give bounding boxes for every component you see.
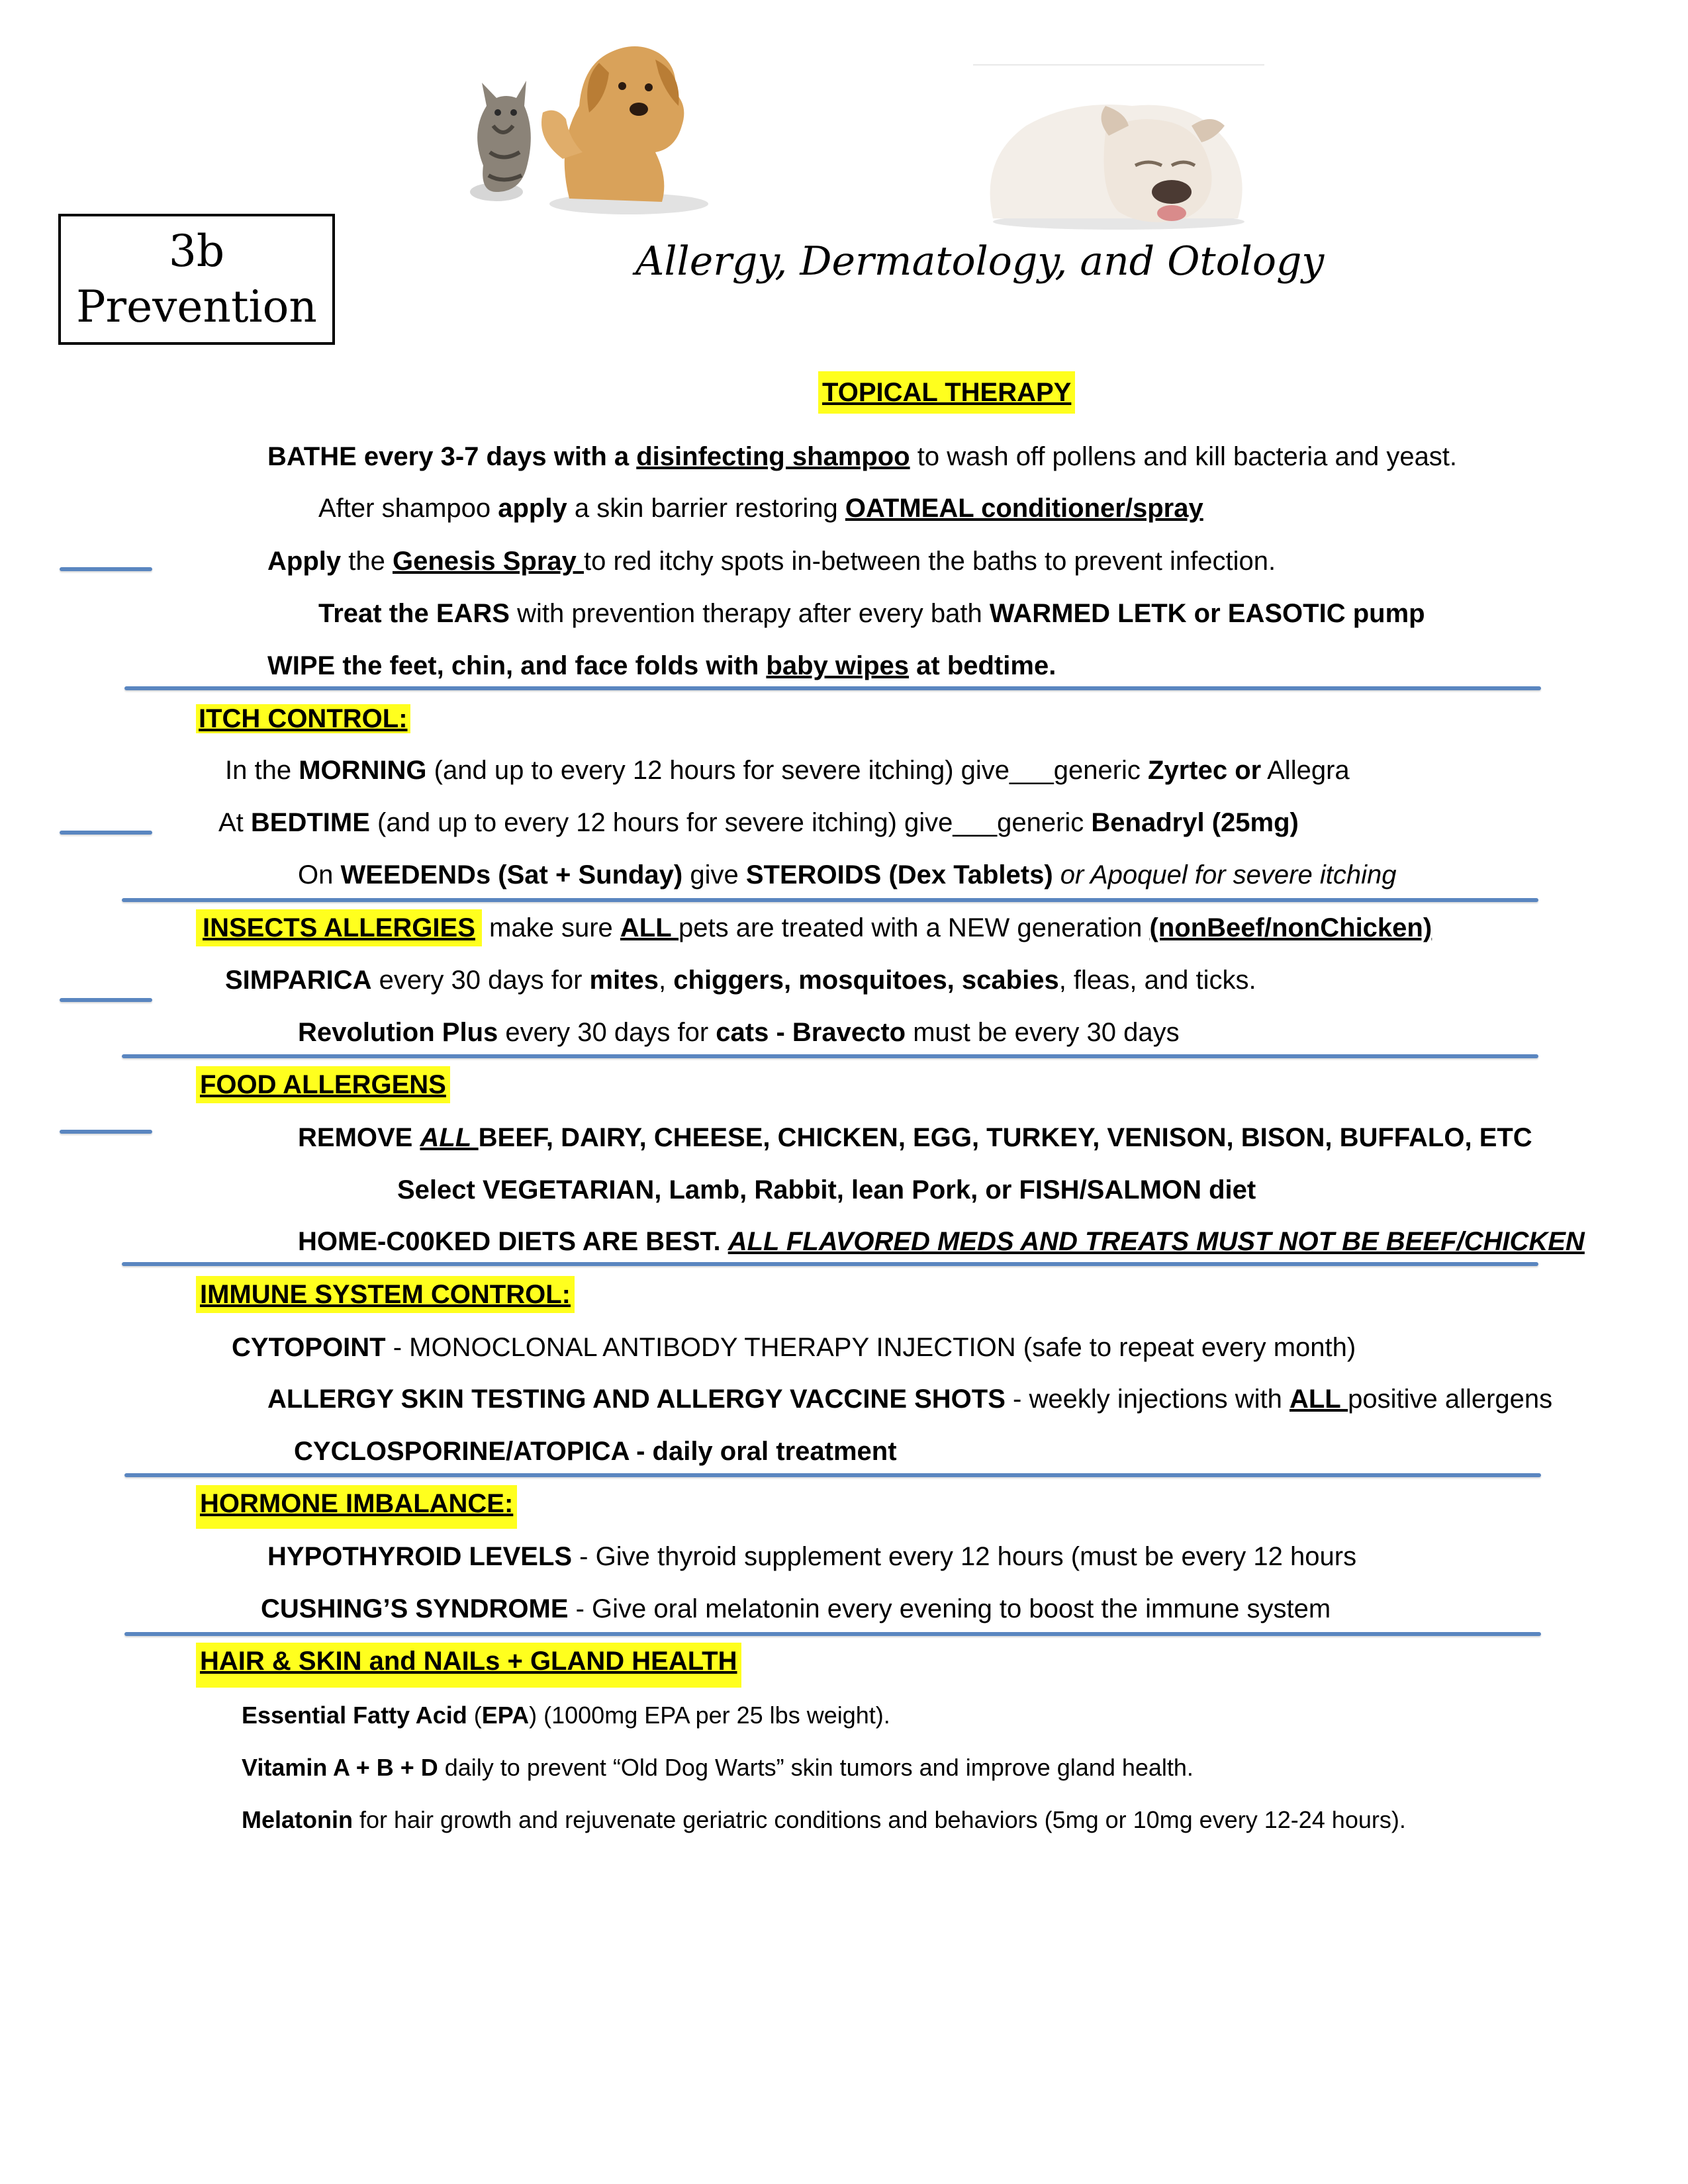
check-line	[60, 567, 152, 571]
heading-itch-control: ITCH CONTROL:	[196, 702, 410, 736]
line-vitamin: Vitamin A + B + D daily to prevent “Old Dog Warts” skin tumors and improve gland health.	[242, 1754, 1194, 1781]
line-cushings: CUSHING’S SYNDROME - Give oral melatonin every evening to boost the immune system	[261, 1594, 1331, 1623]
check-line	[60, 1130, 152, 1134]
badge-number: 3b	[168, 226, 225, 277]
line-select-diet: Select VEGETARIAN, Lamb, Rabbit, lean Pork, or FISH/SALMON diet	[397, 1175, 1256, 1205]
line-treat-ears: Treat the EARS with prevention therapy after every bath WARMED LETK or EASOTIC pump	[318, 599, 1425, 628]
check-line	[60, 998, 152, 1002]
line-cyclosporine: CYCLOSPORINE/ATOPICA - daily oral treatment	[294, 1437, 897, 1466]
section-divider	[124, 686, 1541, 690]
line-remove: REMOVE ALL BEEF, DAIRY, CHEESE, CHICKEN, EGG, TURKEY, VENISON, BISON, BUFFALO, ETC	[298, 1123, 1532, 1152]
line-cytopoint: CYTOPOINT - MONOCLONAL ANTIBODY THERAPY INJECTION (safe to repeat every month)	[232, 1333, 1356, 1362]
cat-and-dog-illustration	[457, 26, 722, 225]
line-hypothyroid: HYPOTHYROID LEVELS - Give thyroid supplement every 12 hours (must be every 12 hours	[267, 1542, 1357, 1571]
check-line	[60, 831, 152, 835]
line-simparica: SIMPARICA every 30 days for mites, chiggers, mosquitoes, scabies, fleas, and ticks.	[225, 966, 1256, 995]
line-allergy-testing: ALLERGY SKIN TESTING AND ALLERGY VACCINE SHOTS - weekly injections with ALL positive allergens	[267, 1385, 1553, 1414]
heading-hormone-imbalance: HORMONE IMBALANCE:	[196, 1486, 517, 1521]
bulldog-illustration	[973, 60, 1264, 232]
line-apply-spray: Apply the Genesis Spray to red itchy spots in-between the baths to prevent infection.	[267, 547, 1276, 576]
section-divider	[124, 1473, 1541, 1477]
badge-label: Prevention	[76, 281, 317, 332]
heading-immune-system: IMMUNE SYSTEM CONTROL:	[196, 1277, 575, 1312]
line-home-cooked: HOME-C00KED DIETS ARE BEST. ALL FLAVORED MEDS AND TREATS MUST NOT BE BEEF/CHICKEN	[298, 1227, 1585, 1256]
line-morning: In the MORNING (and up to every 12 hours for severe itching) give___generic Zyrtec or Allegra	[225, 756, 1350, 785]
heading-food-allergens: FOOD ALLERGENS	[196, 1068, 450, 1102]
section-badge	[58, 214, 335, 345]
line-weekend: On WEEDENDs (Sat + Sunday) give STEROIDS (Dex Tablets) or Apoquel for severe itching	[298, 860, 1397, 889]
line-revolution: Revolution Plus every 30 days for cats - Bravecto must be every 30 days	[298, 1018, 1180, 1047]
section-divider	[124, 1632, 1541, 1636]
section-divider	[122, 898, 1538, 902]
heading-insect-allergies: INSECTS ALLERGIES make sure ALL pets are treated with a NEW generation (nonBeef/nonChicken)	[196, 911, 1432, 945]
section-divider	[122, 1054, 1538, 1058]
section-divider	[122, 1262, 1538, 1266]
line-wipe: WIPE the feet, chin, and face folds with baby wipes at bedtime.	[267, 651, 1056, 680]
line-essential-fatty-acid: Essential Fatty Acid (EPA) (1000mg EPA per 25 lbs weight).	[242, 1702, 890, 1729]
line-after-shampoo: After shampoo apply a skin barrier restoring OATMEAL conditioner/spray	[318, 494, 1203, 523]
heading-topical-therapy: TOPICAL THERAPY	[818, 375, 1075, 410]
line-bathe: BATHE every 3-7 days with a disinfecting shampoo to wash off pollens and kill bacteria and yeast.	[267, 442, 1458, 471]
line-bedtime: At BEDTIME (and up to every 12 hours for severe itching) give___generic Benadryl (25mg)	[218, 808, 1299, 837]
page-title: Allergy, Dermatology, and Otology	[635, 238, 1325, 285]
line-melatonin: Melatonin for hair growth and rejuvenate geriatric conditions and behaviors (5mg or 10mg every 12-24 hours).	[242, 1806, 1406, 1833]
heading-hair-skin-gland: HAIR & SKIN and NAILs + GLAND HEALTH	[196, 1644, 741, 1678]
